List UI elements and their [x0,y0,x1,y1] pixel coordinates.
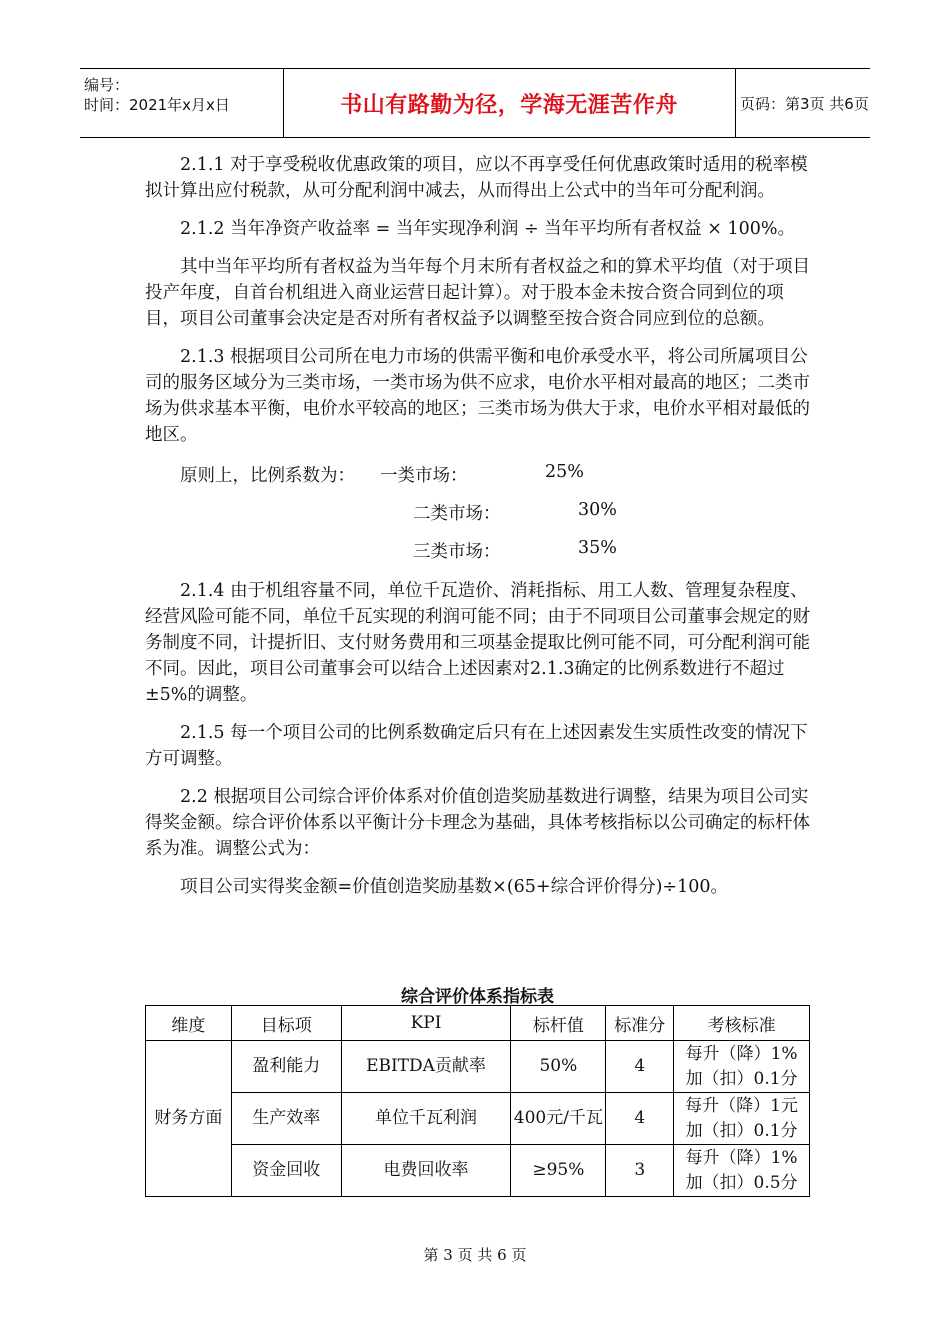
dimension-cell: 财务方面 [146,1041,232,1197]
criteria-cell [674,1041,810,1093]
score-cell: 4 [606,1093,674,1145]
header-divider [735,69,736,137]
header-page-number: 页码：第3页 共6页 [740,94,869,113]
ratio-value: 30% [578,500,617,520]
table-row [146,1041,810,1093]
benchmark-cell: ≥95% [511,1145,606,1197]
paragraph-2-1-4: 2.1.4 由于机组容量不同，单位千瓦造价、消耗指标、用工人数、管理复杂程度、经营风险可能不同，单位千瓦实现的利润可能不同；由于不同项目公司董事会规定的财务制度不同，计提折旧、支付财务费用和三项基金提取比例可能不同，可分配利润可能不同。因此，项目公司董事会可以结合上述因素对2.1.3确定的比例系数进行不超过±5%的调整。 [145,581,810,705]
page-footer: 第 3 页 共 6 页 [423,1246,527,1264]
column-header: 考核标准 [674,1006,810,1041]
table-header-row [146,1006,810,1041]
criteria-line: 每升（降）1% [685,1147,798,1168]
document-date: 时间：2021年x月x日 [84,96,230,114]
benchmark-cell: 400元/千瓦 [511,1093,606,1145]
column-header: KPI [341,1006,511,1041]
target-cell: 资金回收 [231,1145,341,1197]
score-cell: 3 [606,1145,674,1197]
ratio-row-3 [145,534,810,572]
kpi-table [145,1005,810,1197]
table-row [146,1145,810,1197]
target-cell: 生产效率 [231,1093,341,1145]
ratio-market: 二类市场： [413,504,501,524]
score-cell: 4 [606,1041,674,1093]
paragraph-2-2: 2.2 根据项目公司综合评价体系对价值创造奖励基数进行调整，结果为项目公司实得奖金额。综合评价体系以平衡计分卡理念为基础，具体考核指标以公司确定的标杆体系为准。调整公式为： [145,787,810,859]
header-divider [283,69,284,137]
paragraph-2-1-2: 2.1.2 当年净资产收益率 = 当年实现净利润 ÷ 当年平均所有者权益 × 100%。 [180,219,795,239]
ratio-row-2 [145,496,810,534]
kpi-cell: 单位千瓦利润 [341,1093,511,1145]
criteria-line: 加（扣）0.1分 [685,1120,798,1141]
paragraph-2-1-3: 2.1.3 根据项目公司所在电力市场的供需平衡和电价承受水平，将公司所属项目公司的服务区域分为三类市场，一类市场为供不应求，电价水平相对最高的地区；二类市场为供求基本平衡，电价水平较高的地区；三类市场为供大于求，电价水平相对最低的地区。 [145,347,810,445]
criteria-cell [674,1145,810,1197]
paragraph-equity-note: 其中当年平均所有者权益为当年每个月末所有者权益之和的算术平均值（对于项目投产年度，自首台机组进入商业运营日起计算）。对于股本金未按合资合同到位的项目，项目公司董事会决定是否对所有者权益予以调整至按合资合同应到位的总额。 [145,257,810,329]
ratio-value: 25% [545,462,584,482]
paragraph-2-1-1: 2.1.1 对于享受税收优惠政策的项目，应以不再享受任何优惠政策时适用的税率模拟计算出应付税款，从可分配利润中减去，从而得出上公式中的当年可分配利润。 [145,155,808,201]
ratio-value: 35% [578,538,617,558]
document-header [80,68,870,138]
kpi-cell: 电费回收率 [341,1145,511,1197]
paragraph-2-1-5: 2.1.5 每一个项目公司的比例系数确定后只有在上述因素发生实质性改变的情况下方可调整。 [145,723,808,769]
column-header: 目标项 [231,1006,341,1041]
ratio-market: 一类市场： [380,466,468,486]
column-header: 维度 [146,1006,232,1041]
criteria-line: 每升（降）1% [685,1043,798,1064]
ratio-intro: 原则上，比例系数为： [180,466,355,486]
target-cell: 盈利能力 [231,1041,341,1093]
adjustment-formula: 项目公司实得奖金额=价值创造奖励基数×(65+综合评价得分)÷100。 [180,877,728,897]
criteria-line: 加（扣）0.1分 [685,1068,798,1089]
table-title: 综合评价体系指标表 [401,987,554,1007]
criteria-line: 加（扣）0.5分 [685,1172,798,1193]
table-row [146,1093,810,1145]
column-header: 标准分 [606,1006,674,1041]
ratio-row-1 [145,458,810,496]
criteria-cell [674,1093,810,1145]
ratio-market: 三类市场： [413,542,501,562]
criteria-line: 每升（降）1元 [685,1095,798,1116]
benchmark-cell: 50% [511,1041,606,1093]
header-meta [80,69,283,137]
header-motto: 书山有路勤为径，学海无涯苦作舟 [340,92,678,118]
kpi-cell: EBITDA贡献率 [341,1041,511,1093]
document-number: 编号： [84,76,130,94]
column-header: 标杆值 [511,1006,606,1041]
document-body [145,152,810,912]
